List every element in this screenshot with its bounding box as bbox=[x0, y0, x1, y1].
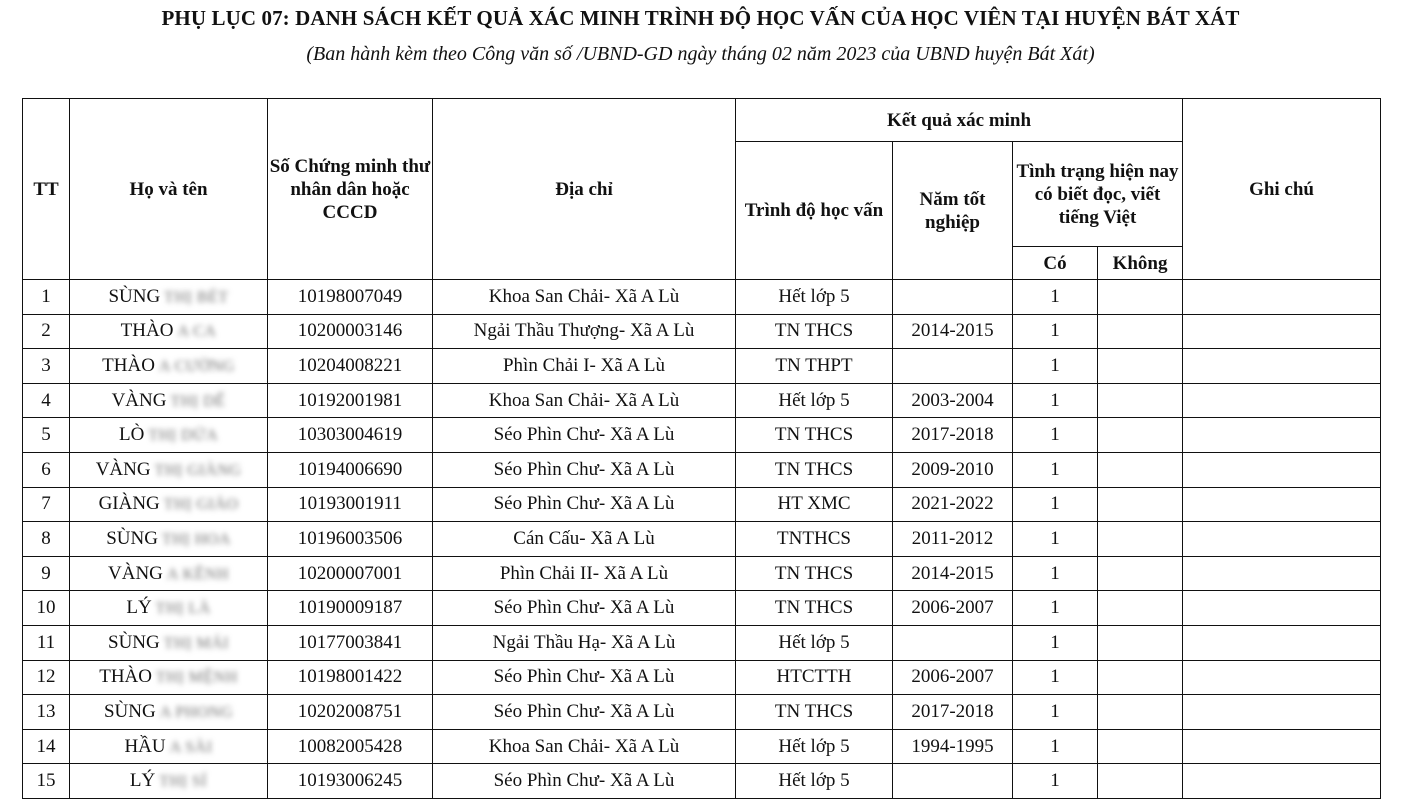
row-given-name-blurred: THỊ DỨA bbox=[148, 427, 218, 445]
row-education: Hết lớp 5 bbox=[736, 280, 893, 315]
row-no bbox=[1098, 522, 1183, 557]
row-education: TN THCS bbox=[736, 314, 893, 349]
header-no: Không bbox=[1098, 247, 1183, 280]
row-no bbox=[1098, 729, 1183, 764]
row-yes: 1 bbox=[1013, 591, 1098, 626]
document-subtitle: (Ban hành kèm theo Công văn số /UBND-GD ngày tháng 02 năm 2023 của UBND huyện Bát Xát) bbox=[306, 43, 1095, 65]
row-given-name-blurred: THỊ DẾ bbox=[170, 392, 226, 410]
row-address: Séo Phìn Chư- Xã A Lù bbox=[433, 487, 736, 522]
row-tt: 9 bbox=[23, 556, 70, 591]
row-name bbox=[70, 383, 268, 418]
document-title: PHỤ LỤC 07: DANH SÁCH KẾT QUẢ XÁC MINH TRÌNH ĐỘ HỌC VẤN CỦA HỌC VIÊN TẠI HUYỆN BÁT XÁT bbox=[161, 6, 1240, 30]
row-year: 2006-2007 bbox=[893, 591, 1013, 626]
row-education: TN THCS bbox=[736, 452, 893, 487]
row-education: TN THPT bbox=[736, 349, 893, 384]
row-name bbox=[70, 660, 268, 695]
row-note bbox=[1183, 764, 1381, 799]
row-no bbox=[1098, 695, 1183, 730]
row-year: 2011-2012 bbox=[893, 522, 1013, 557]
row-id: 10196003506 bbox=[268, 522, 433, 557]
row-given-name-blurred: THỊ GIÀNG bbox=[154, 461, 242, 479]
row-id: 10200007001 bbox=[268, 556, 433, 591]
row-education: TN THCS bbox=[736, 695, 893, 730]
row-given-name-blurred: THỊ MÁI bbox=[163, 634, 229, 652]
row-tt: 10 bbox=[23, 591, 70, 626]
table-row bbox=[23, 660, 1381, 695]
table-row bbox=[23, 487, 1381, 522]
table-row bbox=[23, 280, 1381, 315]
row-tt: 3 bbox=[23, 349, 70, 384]
row-given-name-blurred: A CƯỜNG bbox=[158, 357, 235, 375]
row-note bbox=[1183, 383, 1381, 418]
row-name bbox=[70, 522, 268, 557]
row-address: Ngải Thầu Thượng- Xã A Lù bbox=[433, 314, 736, 349]
row-id: 10202008751 bbox=[268, 695, 433, 730]
table-row bbox=[23, 556, 1381, 591]
row-note bbox=[1183, 591, 1381, 626]
row-year: 2014-2015 bbox=[893, 556, 1013, 591]
row-no bbox=[1098, 383, 1183, 418]
row-yes: 1 bbox=[1013, 522, 1098, 557]
row-no bbox=[1098, 349, 1183, 384]
row-given-name-blurred: A PHONG bbox=[159, 703, 234, 721]
row-name bbox=[70, 280, 268, 315]
row-no bbox=[1098, 556, 1183, 591]
row-note bbox=[1183, 280, 1381, 315]
row-yes: 1 bbox=[1013, 487, 1098, 522]
row-id: 10198001422 bbox=[268, 660, 433, 695]
row-id: 10193001911 bbox=[268, 487, 433, 522]
row-yes: 1 bbox=[1013, 660, 1098, 695]
row-tt: 6 bbox=[23, 452, 70, 487]
row-name bbox=[70, 625, 268, 660]
table-row bbox=[23, 418, 1381, 453]
row-id: 10303004619 bbox=[268, 418, 433, 453]
row-year: 2003-2004 bbox=[893, 383, 1013, 418]
row-note bbox=[1183, 625, 1381, 660]
row-year: 2021-2022 bbox=[893, 487, 1013, 522]
row-surname: SÙNG bbox=[103, 700, 156, 722]
row-tt: 4 bbox=[23, 383, 70, 418]
row-surname: VÀNG bbox=[111, 389, 167, 411]
row-tt: 8 bbox=[23, 522, 70, 557]
row-address: Séo Phìn Chư- Xã A Lù bbox=[433, 452, 736, 487]
row-surname: VÀNG bbox=[95, 458, 151, 480]
row-education: Hết lớp 5 bbox=[736, 729, 893, 764]
row-no bbox=[1098, 280, 1183, 315]
row-tt: 7 bbox=[23, 487, 70, 522]
row-yes: 1 bbox=[1013, 349, 1098, 384]
row-address: Khoa San Chải- Xã A Lù bbox=[433, 729, 736, 764]
row-year bbox=[893, 625, 1013, 660]
row-no bbox=[1098, 487, 1183, 522]
header-yes: Có bbox=[1013, 247, 1098, 280]
row-address: Séo Phìn Chư- Xã A Lù bbox=[433, 764, 736, 799]
row-surname: HẦU bbox=[124, 735, 166, 757]
row-id: 10194006690 bbox=[268, 452, 433, 487]
row-id: 10200003146 bbox=[268, 314, 433, 349]
row-surname: THÀO bbox=[99, 666, 152, 688]
row-address: Phìn Chải II- Xã A Lù bbox=[433, 556, 736, 591]
row-id: 10082005428 bbox=[268, 729, 433, 764]
row-yes: 1 bbox=[1013, 314, 1098, 349]
row-tt: 13 bbox=[23, 695, 70, 730]
row-yes: 1 bbox=[1013, 729, 1098, 764]
table-row bbox=[23, 695, 1381, 730]
header-year: Năm tốt nghiệp bbox=[893, 142, 1013, 280]
row-note bbox=[1183, 487, 1381, 522]
row-education: Hết lớp 5 bbox=[736, 625, 893, 660]
row-yes: 1 bbox=[1013, 418, 1098, 453]
row-tt: 11 bbox=[23, 625, 70, 660]
row-year: 1994-1995 bbox=[893, 729, 1013, 764]
row-address: Khoa San Chải- Xã A Lù bbox=[433, 280, 736, 315]
row-name bbox=[70, 556, 268, 591]
row-year bbox=[893, 280, 1013, 315]
table-row bbox=[23, 625, 1381, 660]
row-note bbox=[1183, 695, 1381, 730]
table-row bbox=[23, 349, 1381, 384]
row-name bbox=[70, 349, 268, 384]
row-note bbox=[1183, 452, 1381, 487]
header-literacy: Tình trạng hiện nay có biết đọc, viết tiếng Việt bbox=[1013, 142, 1183, 247]
row-surname: LÝ bbox=[129, 770, 156, 792]
row-id: 10177003841 bbox=[268, 625, 433, 660]
row-tt: 1 bbox=[23, 280, 70, 315]
row-education: Hết lớp 5 bbox=[736, 764, 893, 799]
row-given-name-blurred: THỊ BÉT bbox=[164, 288, 229, 306]
row-given-name-blurred: A SÀI bbox=[169, 738, 213, 756]
header-name: Họ và tên bbox=[70, 99, 268, 280]
row-given-name-blurred: THỊ GIẢO bbox=[163, 496, 239, 514]
row-address: Khoa San Chải- Xã A Lù bbox=[433, 383, 736, 418]
row-yes: 1 bbox=[1013, 695, 1098, 730]
row-yes: 1 bbox=[1013, 625, 1098, 660]
row-no bbox=[1098, 591, 1183, 626]
header-id: Số Chứng minh thư nhân dân hoặc CCCD bbox=[268, 99, 433, 280]
verification-table bbox=[22, 98, 1381, 799]
header-note: Ghi chú bbox=[1183, 99, 1381, 280]
row-year: 2017-2018 bbox=[893, 695, 1013, 730]
row-year: 2017-2018 bbox=[893, 418, 1013, 453]
row-surname: LÝ bbox=[126, 597, 152, 619]
table-row bbox=[23, 452, 1381, 487]
row-year: 2009-2010 bbox=[893, 452, 1013, 487]
row-address: Ngải Thầu Hạ- Xã A Lù bbox=[433, 625, 736, 660]
row-no bbox=[1098, 452, 1183, 487]
row-year: 2006-2007 bbox=[893, 660, 1013, 695]
row-address: Séo Phìn Chư- Xã A Lù bbox=[433, 418, 736, 453]
row-surname: VÀNG bbox=[108, 562, 163, 584]
table-row bbox=[23, 764, 1381, 799]
row-given-name-blurred: A CA bbox=[177, 323, 217, 341]
row-surname: SÙNG bbox=[106, 527, 158, 549]
row-tt: 2 bbox=[23, 314, 70, 349]
row-education: Hết lớp 5 bbox=[736, 383, 893, 418]
row-tt: 15 bbox=[23, 764, 70, 799]
row-surname: GIÀNG bbox=[98, 493, 160, 515]
row-no bbox=[1098, 625, 1183, 660]
table-row bbox=[23, 522, 1381, 557]
row-name bbox=[70, 418, 268, 453]
row-name bbox=[70, 452, 268, 487]
row-education: TNTHCS bbox=[736, 522, 893, 557]
row-yes: 1 bbox=[1013, 764, 1098, 799]
row-year bbox=[893, 349, 1013, 384]
row-surname: THÀO bbox=[102, 354, 155, 376]
row-id: 10204008221 bbox=[268, 349, 433, 384]
row-address: Séo Phìn Chư- Xã A Lù bbox=[433, 591, 736, 626]
row-id: 10192001981 bbox=[268, 383, 433, 418]
row-id: 10190009187 bbox=[268, 591, 433, 626]
row-education: HT XMC bbox=[736, 487, 893, 522]
table-body bbox=[23, 280, 1381, 799]
row-yes: 1 bbox=[1013, 280, 1098, 315]
row-surname: SÙNG bbox=[108, 285, 161, 307]
row-note bbox=[1183, 729, 1381, 764]
header-address: Địa chỉ bbox=[433, 99, 736, 280]
table-row bbox=[23, 314, 1381, 349]
row-name bbox=[70, 729, 268, 764]
row-education: TN THCS bbox=[736, 418, 893, 453]
row-address: Séo Phìn Chư- Xã A Lù bbox=[433, 660, 736, 695]
row-tt: 14 bbox=[23, 729, 70, 764]
row-note bbox=[1183, 418, 1381, 453]
row-year bbox=[893, 764, 1013, 799]
row-name bbox=[70, 764, 268, 799]
row-name bbox=[70, 695, 268, 730]
row-education: HTCTTH bbox=[736, 660, 893, 695]
row-year: 2014-2015 bbox=[893, 314, 1013, 349]
row-no bbox=[1098, 314, 1183, 349]
row-no bbox=[1098, 418, 1183, 453]
row-yes: 1 bbox=[1013, 383, 1098, 418]
row-surname: THÀO bbox=[120, 320, 174, 342]
row-education: TN THCS bbox=[736, 591, 893, 626]
row-note bbox=[1183, 522, 1381, 557]
row-surname: LÒ bbox=[118, 424, 145, 446]
row-surname: SÙNG bbox=[108, 631, 160, 653]
row-note bbox=[1183, 314, 1381, 349]
header-result: Kết quả xác minh bbox=[736, 99, 1183, 142]
row-no bbox=[1098, 764, 1183, 799]
row-given-name-blurred: THỊ LÀ bbox=[155, 600, 211, 618]
row-name bbox=[70, 487, 268, 522]
row-id: 10198007049 bbox=[268, 280, 433, 315]
row-given-name-blurred: THỊ MỆNH bbox=[156, 669, 238, 687]
table-row bbox=[23, 591, 1381, 626]
row-name bbox=[70, 314, 268, 349]
row-address: Phìn Chải I- Xã A Lù bbox=[433, 349, 736, 384]
row-note bbox=[1183, 556, 1381, 591]
row-given-name-blurred: THỊ SÍ bbox=[159, 773, 208, 791]
row-address: Cán Cấu- Xã A Lù bbox=[433, 522, 736, 557]
row-id: 10193006245 bbox=[268, 764, 433, 799]
table-row bbox=[23, 383, 1381, 418]
row-yes: 1 bbox=[1013, 452, 1098, 487]
header-tt: TT bbox=[23, 99, 70, 280]
row-note bbox=[1183, 660, 1381, 695]
row-education: TN THCS bbox=[736, 556, 893, 591]
row-name bbox=[70, 591, 268, 626]
header-education: Trình độ học vấn bbox=[736, 142, 893, 280]
row-given-name-blurred: THỊ HOA bbox=[161, 530, 231, 548]
row-address: Séo Phìn Chư- Xã A Lù bbox=[433, 695, 736, 730]
row-no bbox=[1098, 660, 1183, 695]
table-row bbox=[23, 729, 1381, 764]
row-given-name-blurred: A KÊNH bbox=[166, 565, 229, 583]
row-tt: 5 bbox=[23, 418, 70, 453]
row-note bbox=[1183, 349, 1381, 384]
row-tt: 12 bbox=[23, 660, 70, 695]
row-yes: 1 bbox=[1013, 556, 1098, 591]
